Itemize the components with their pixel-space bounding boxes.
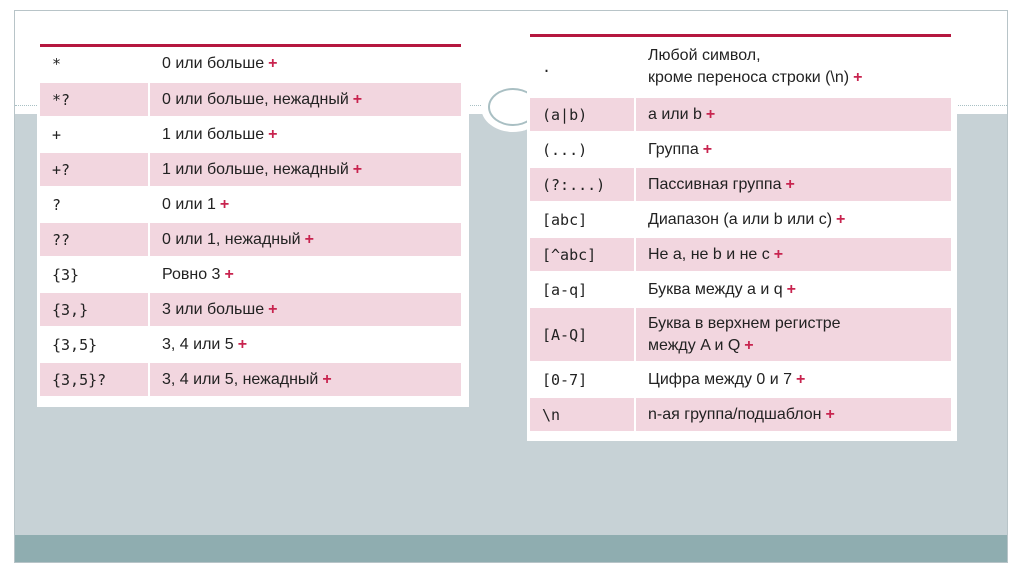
symbol-cell: [a-q]: [530, 272, 635, 307]
expand-plus-icon[interactable]: +: [825, 405, 835, 423]
expand-plus-icon[interactable]: +: [853, 68, 863, 86]
table-row: [40, 187, 461, 222]
expand-plus-icon[interactable]: +: [773, 245, 784, 263]
symbol-cell: {3}: [40, 257, 149, 292]
table-row: [40, 152, 461, 187]
expand-plus-icon[interactable]: +: [322, 370, 332, 388]
description-text: 1 или больше, нежадный: [162, 160, 349, 178]
symbol-cell: .: [530, 37, 635, 97]
classes-table: [530, 37, 951, 433]
symbol-cell: {3,5}?: [40, 362, 149, 397]
description-cell: [635, 97, 951, 132]
table-row: [40, 327, 461, 362]
symbol-cell: \n: [530, 397, 635, 432]
description-cell: [149, 362, 461, 397]
symbol-cell: [abc]: [530, 202, 635, 237]
table-row: [530, 362, 951, 397]
description-text: 0 или больше: [162, 55, 265, 72]
table-row: [530, 397, 951, 432]
expand-plus-icon[interactable]: +: [705, 105, 716, 123]
description-text: 3, 4 или 5: [162, 335, 234, 353]
expand-plus-icon[interactable]: +: [702, 140, 713, 158]
expand-plus-icon[interactable]: +: [785, 175, 795, 193]
expand-plus-icon[interactable]: +: [796, 370, 806, 388]
description-cell: [635, 132, 951, 167]
description-text: а или b: [648, 105, 702, 123]
table-row: [40, 292, 461, 327]
description-cell: [149, 292, 461, 327]
expand-plus-icon[interactable]: +: [786, 280, 796, 298]
table-row: [40, 82, 461, 117]
symbol-cell: ?: [40, 187, 149, 222]
expand-plus-icon[interactable]: +: [836, 210, 846, 228]
description-text: 0 или 1: [162, 195, 216, 213]
description-cell: [635, 272, 951, 307]
description-text: Ровно 3: [162, 265, 221, 283]
expand-plus-icon[interactable]: +: [268, 55, 278, 72]
table-row: [40, 222, 461, 257]
symbol-cell: +?: [40, 152, 149, 187]
symbol-cell: {3,5}: [40, 327, 149, 362]
description-text: кроме переноса строки (\n): [648, 68, 850, 86]
table-row: [40, 257, 461, 292]
expand-plus-icon[interactable]: +: [352, 90, 363, 108]
description-text: 3 или больше: [162, 300, 265, 318]
description-cell: [149, 152, 461, 187]
description-text: Цифра между 0 и 7: [648, 370, 793, 388]
description-text-line1: Любой символ,: [648, 46, 761, 64]
quantifiers-table: [40, 47, 461, 398]
expand-plus-icon[interactable]: +: [224, 265, 234, 283]
description-text: 3, 4 или 5, нежадный: [162, 370, 319, 388]
description-text-line1: Буква в верхнем регистре: [648, 314, 841, 332]
table-row: [40, 47, 461, 82]
description-cell: [149, 257, 461, 292]
description-cell: [635, 37, 951, 97]
description-cell: [149, 327, 461, 362]
description-cell: [149, 222, 461, 257]
quantifiers-card: [37, 40, 469, 407]
footer-band: [15, 535, 1007, 562]
table-row: [40, 117, 461, 152]
table-row: [530, 272, 951, 307]
symbol-cell: (a|b): [530, 97, 635, 132]
description-cell: [149, 117, 461, 152]
description-cell: [149, 47, 461, 82]
description-text: n-ая группа/подшаблон: [648, 405, 822, 423]
symbol-cell: [A-Q]: [530, 307, 635, 362]
symbol-cell: {3,}: [40, 292, 149, 327]
expand-plus-icon[interactable]: +: [268, 300, 278, 318]
description-text: 1 или больше: [162, 125, 265, 143]
symbol-cell: [^abc]: [530, 237, 635, 272]
description-cell: [149, 82, 461, 117]
symbol-cell: [0-7]: [530, 362, 635, 397]
expand-plus-icon[interactable]: +: [304, 230, 314, 248]
description-cell: [635, 237, 951, 272]
description-text: Не a, не b и не c: [648, 245, 770, 263]
symbol-cell: *?: [40, 82, 149, 117]
table-row: [530, 307, 951, 362]
expand-plus-icon[interactable]: +: [219, 195, 230, 213]
symbol-cell: *: [40, 47, 149, 82]
expand-plus-icon[interactable]: +: [237, 335, 248, 353]
description-text: Буква между a и q: [648, 280, 783, 298]
symbol-cell: ??: [40, 222, 149, 257]
table-row: [530, 237, 951, 272]
description-text: Пассивная группа: [648, 175, 782, 193]
description-text: Диапазон (a или b или c): [648, 210, 833, 228]
symbol-cell: (?:...): [530, 167, 635, 202]
description-cell: [635, 167, 951, 202]
description-text: 0 или 1, нежадный: [162, 230, 301, 248]
expand-plus-icon[interactable]: +: [352, 160, 363, 178]
description-cell: [635, 202, 951, 237]
description-cell: [635, 397, 951, 432]
classes-card: [527, 31, 957, 441]
table-row: [530, 202, 951, 237]
expand-plus-icon[interactable]: +: [744, 336, 754, 354]
table-row: [530, 97, 951, 132]
description-text: Группа: [648, 140, 699, 158]
symbol-cell: (...): [530, 132, 635, 167]
table-row: [40, 362, 461, 397]
table-row: [530, 37, 951, 97]
description-cell: [635, 307, 951, 362]
description-text: 0 или больше, нежадный: [162, 90, 349, 108]
table-row: [530, 167, 951, 202]
description-text: между A и Q: [648, 336, 741, 354]
description-cell: [149, 187, 461, 222]
description-cell: [635, 362, 951, 397]
table-row: [530, 132, 951, 167]
symbol-cell: +: [40, 117, 149, 152]
expand-plus-icon[interactable]: +: [268, 125, 278, 143]
